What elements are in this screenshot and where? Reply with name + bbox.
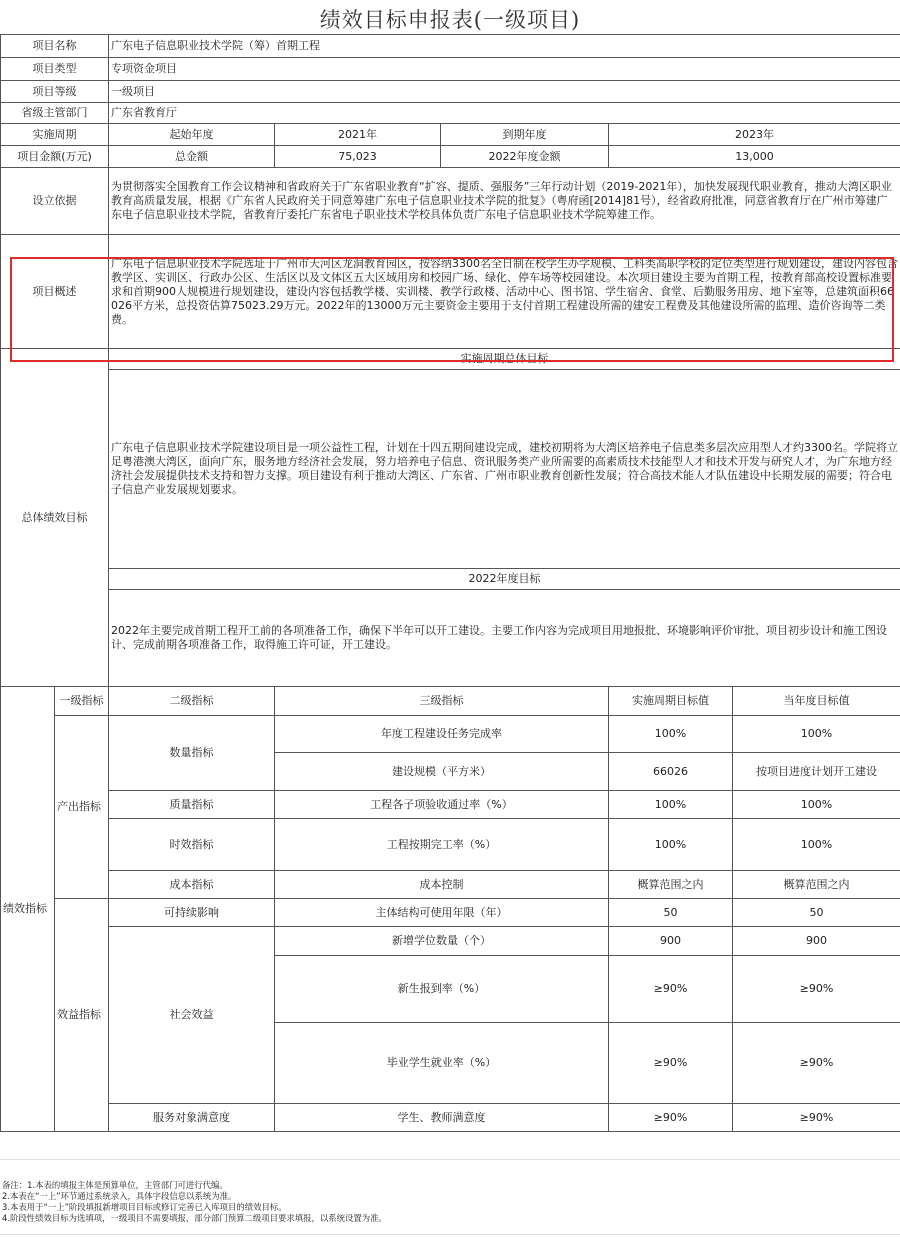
end-year-value: 2023年 bbox=[609, 124, 900, 146]
performance-goal-form bbox=[0, 34, 900, 1132]
note-1: 备注：1.本表的填报主体是预算单位，主管部门可进行代编。 bbox=[2, 1180, 228, 1190]
quantity-indicator-label: 数量指标 bbox=[109, 716, 275, 791]
header-level2: 二级指标 bbox=[109, 687, 275, 716]
department-value: 广东省教育厅 bbox=[109, 103, 900, 124]
indicator-row bbox=[1, 899, 900, 927]
year-target-value: 100% bbox=[733, 791, 900, 819]
period-goal-header: 实施周期总体目标 bbox=[109, 349, 900, 370]
total-amount-value: 75,023 bbox=[275, 146, 441, 168]
project-name-label: 项目名称 bbox=[1, 35, 109, 58]
year-target-value: 概算范围之内 bbox=[733, 871, 900, 899]
level3-indicator: 年度工程建设任务完成率 bbox=[275, 716, 609, 753]
year-target-value: 100% bbox=[733, 819, 900, 871]
department-label: 省级主管部门 bbox=[1, 103, 109, 124]
indicator-row bbox=[1, 871, 900, 899]
row-indicator-headers bbox=[1, 687, 900, 716]
divider bbox=[0, 1234, 900, 1235]
level3-indicator: 新增学位数量（个） bbox=[275, 927, 609, 956]
project-type-label: 项目类型 bbox=[1, 58, 109, 81]
year-goal-header: 2022年度目标 bbox=[109, 569, 900, 590]
period-goal-text: 广东电子信息职业技术学院建设项目是一项公益性工程，计划在十四五期间建设完成，建校初期将为大湾区培养电子信息类多层次应用型人才约3300名。学院将立足粤港澳大湾区，面向广东，服务地方经济社会发展，努力培养电子信息、资讯服务类产业所需要的高素质技术技能型人才和技术开发与研究人才，为广东地方经济社会发展提供技术支持和智力支撑。项目建设有利于推动大湾区、广东省、广州市职业教育创新性发展；符合高技术能人才队伍建设中长期发展的需要；符合电子信息产业发展规划要求。 bbox=[109, 370, 900, 569]
level3-indicator: 新生报到率（%） bbox=[275, 956, 609, 1023]
project-name-value: 广东电子信息职业技术学院（筹）首期工程 bbox=[109, 35, 900, 58]
year-target-value: 900 bbox=[733, 927, 900, 956]
row-project-level bbox=[1, 81, 900, 103]
social-indicator-label: 社会效益 bbox=[109, 927, 275, 1104]
total-amount-label: 总金额 bbox=[109, 146, 275, 168]
row-project-name bbox=[1, 35, 900, 58]
basis-label: 设立依据 bbox=[1, 168, 109, 235]
row-period bbox=[1, 124, 900, 146]
row-period-goal bbox=[1, 370, 900, 569]
level3-indicator: 主体结构可使用年限（年） bbox=[275, 899, 609, 927]
satisfaction-indicator-label: 服务对象满意度 bbox=[109, 1104, 275, 1132]
period-target-value: 概算范围之内 bbox=[609, 871, 733, 899]
divider bbox=[0, 1159, 900, 1160]
row-project-type bbox=[1, 58, 900, 81]
start-year-value: 2021年 bbox=[275, 124, 441, 146]
header-period-target: 实施周期目标值 bbox=[609, 687, 733, 716]
year-target-value: 50 bbox=[733, 899, 900, 927]
period-target-value: ≥90% bbox=[609, 1023, 733, 1104]
level3-indicator: 成本控制 bbox=[275, 871, 609, 899]
level3-indicator: 毕业学生就业率（%） bbox=[275, 1023, 609, 1104]
note-2: 2.本表在“一上”环节通过系统录入，具体字段信息以系统为准。 bbox=[2, 1191, 237, 1201]
period-target-value: 100% bbox=[609, 716, 733, 753]
period-target-value: 50 bbox=[609, 899, 733, 927]
quality-indicator-label: 质量指标 bbox=[109, 791, 275, 819]
level3-indicator: 学生、教师满意度 bbox=[275, 1104, 609, 1132]
period-target-value: 900 bbox=[609, 927, 733, 956]
period-target-value: ≥90% bbox=[609, 1104, 733, 1132]
level3-indicator: 建设规模（平方米） bbox=[275, 753, 609, 791]
indicator-row bbox=[1, 819, 900, 871]
overall-goal-label: 总体绩效目标 bbox=[1, 349, 109, 687]
cost-indicator-label: 成本指标 bbox=[109, 871, 275, 899]
level3-indicator: 工程各子项验收通过率（%） bbox=[275, 791, 609, 819]
page-title: 绩效目标申报表(一级项目) bbox=[319, 8, 581, 32]
row-year-goal-header bbox=[1, 569, 900, 590]
project-type-value: 专项资金项目 bbox=[109, 58, 900, 81]
indicator-row bbox=[1, 1104, 900, 1132]
row-department bbox=[1, 103, 900, 124]
year-goal-text: 2022年主要完成首期工程开工前的各项准备工作，确保下半年可以开工建设。主要工作内容为完成项目用地报批、环境影响评价审批、项目初步设计和施工图设计、完成前期各项准备工作，取得施工许可证，开工建设。 bbox=[109, 590, 900, 687]
period-target-value: ≥90% bbox=[609, 956, 733, 1023]
start-year-label: 起始年度 bbox=[109, 124, 275, 146]
benefit-indicator-label: 效益指标 bbox=[55, 899, 109, 1132]
overview-label: 项目概述 bbox=[1, 235, 109, 349]
overview-text: 广东电子信息职业技术学院选址于广州市天河区龙洞教育园区，按容纳3300名全日制在校学生办学规模、工科类高职学校的定位类型进行规划建设，建设内容包含教学区、实训区、行政办公区、生活区以及文体区五大区域用房和校园广场、绿化、停车场等校园建设。本次项目建设主要为首期工程，按教育部高校设置标准要求和首期900人规模进行规划建设，建设内容包括教学楼、实训楼、教学行政楼、活动中心、图书馆、学生宿舍、食堂、后勤服务用房、地下室等，总建筑面积66026平方米，总投资估算75023.29万元。2022年的13000万元主要资金主要用于支付首期工程建设所需的建安工程费及其他建设所需的监理、造价咨询等二类费。 bbox=[109, 235, 900, 349]
year-target-value: 100% bbox=[733, 716, 900, 753]
project-level-label: 项目等级 bbox=[1, 81, 109, 103]
indicators-label: 绩效指标 bbox=[1, 687, 55, 1132]
period-target-value: 66026 bbox=[609, 753, 733, 791]
indicator-row bbox=[1, 927, 900, 956]
row-year-goal bbox=[1, 590, 900, 687]
end-year-label: 到期年度 bbox=[441, 124, 609, 146]
period-label: 实施周期 bbox=[1, 124, 109, 146]
header-year-target: 当年度目标值 bbox=[733, 687, 900, 716]
time-indicator-label: 时效指标 bbox=[109, 819, 275, 871]
row-overview bbox=[1, 235, 900, 349]
row-amount bbox=[1, 146, 900, 168]
year-target-value: ≥90% bbox=[733, 1023, 900, 1104]
indicator-row bbox=[1, 791, 900, 819]
year-target-value: ≥90% bbox=[733, 1104, 900, 1132]
basis-text: 为贯彻落实全国教育工作会议精神和省政府关于广东省职业教育“扩容、提质、强服务”三年行动计划（2019-2021年），加快发展现代职业教育，推动大湾区职业教育高质量发展，根据《广东省人民政府关于同意筹建广东电子信息职业技术学院的批复》（粤府函[2014]81号），经省政府批准，同意省教育厅在广州市筹建广东电子信息职业技术学院，省教育厅委托广东省电子职业技术学校具体负责广东电子信息职业技术学院筹建工作。 bbox=[109, 168, 900, 235]
year-amount-label: 2022年度金额 bbox=[441, 146, 609, 168]
indicator-row bbox=[1, 716, 900, 753]
year-amount-value: 13,000 bbox=[609, 146, 900, 168]
year-target-value: 按项目进度计划开工建设 bbox=[733, 753, 900, 791]
year-target-value: ≥90% bbox=[733, 956, 900, 1023]
note-4: 4.阶段性绩效目标为选填项，一级项目不需要填报，部分部门预算二级项目要求填报，以系统设置为准。 bbox=[2, 1213, 387, 1223]
period-target-value: 100% bbox=[609, 791, 733, 819]
sustain-indicator-label: 可持续影响 bbox=[109, 899, 275, 927]
note-3: 3.本表用于“一上”阶段填报新增项目目标或修订完善已入库项目的绩效目标。 bbox=[2, 1202, 287, 1212]
row-basis bbox=[1, 168, 900, 235]
period-target-value: 100% bbox=[609, 819, 733, 871]
row-period-goal-header bbox=[1, 349, 900, 370]
header-level1: 一级指标 bbox=[55, 687, 109, 716]
header-level3: 三级指标 bbox=[275, 687, 609, 716]
project-level-value: 一级项目 bbox=[109, 81, 900, 103]
level3-indicator: 工程按期完工率（%） bbox=[275, 819, 609, 871]
output-indicator-label: 产出指标 bbox=[55, 716, 109, 899]
amount-label: 项目金额(万元) bbox=[1, 146, 109, 168]
notes bbox=[2, 1180, 387, 1224]
